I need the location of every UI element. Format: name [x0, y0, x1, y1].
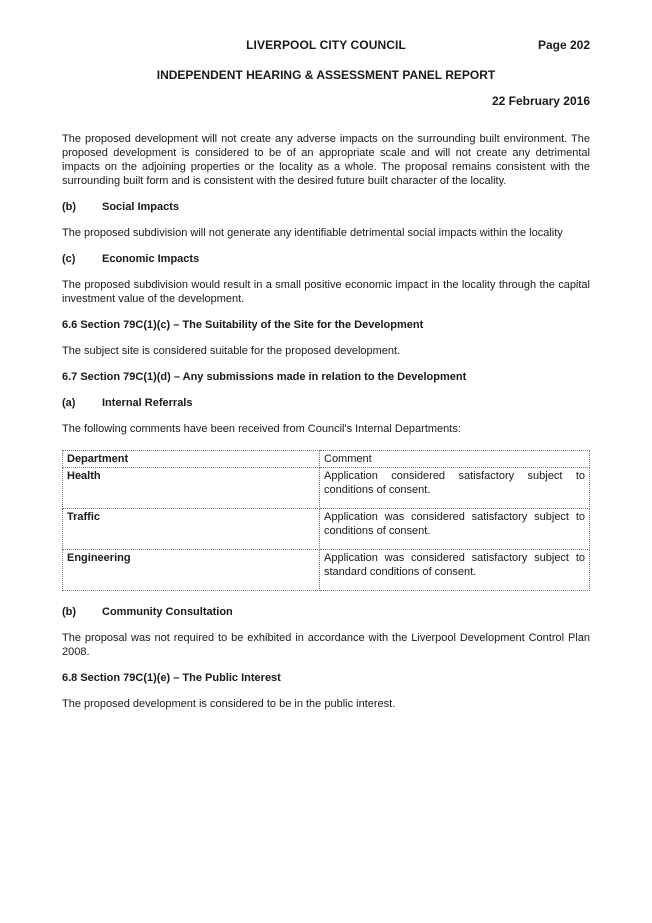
social-impacts-heading — [62, 200, 590, 214]
internal-referrals-letter: (a) — [62, 397, 76, 409]
section-6-8-text: The proposed development is considered to be in the public interest. — [62, 698, 396, 710]
community-consultation-letter: (b) — [62, 606, 77, 618]
council-name: LIVERPOOL CITY COUNCIL — [246, 38, 406, 52]
internal-referrals-text: The following comments have been received from Council's Internal Departments: — [62, 423, 461, 435]
department-cell: Traffic — [63, 509, 320, 550]
internal-referrals-heading — [62, 396, 590, 410]
document-body — [62, 132, 590, 711]
community-consultation-text: The proposal was not required to be exhibited in accordance with the Liverpool Development Control Plan 2008. — [62, 632, 590, 658]
table-row — [63, 550, 590, 591]
referrals-table — [62, 450, 590, 591]
column-header-department: Department — [63, 451, 320, 468]
social-impacts-title: Social Impacts — [102, 201, 180, 213]
intro-paragraph: The proposed development will not create any adverse impacts on the surrounding built environment. The proposed development is considered to be of an appropriate scale and will not create any detrimental impacts on the adjoining properties or the locality as a whole. The proposal remains consistent with the surrounding built form and is consistent with the desired future built character of the locality. — [62, 133, 590, 187]
section-6-6-heading: 6.6 Section 79C(1)(c) – The Suitability of the Site for the Development — [62, 319, 424, 331]
table-header-row — [63, 451, 590, 468]
economic-impacts-letter: (c) — [62, 253, 76, 265]
community-consultation-heading — [62, 605, 590, 619]
economic-impacts-heading — [62, 252, 590, 266]
column-header-comment: Comment — [320, 451, 590, 468]
internal-referrals-title: Internal Referrals — [102, 397, 193, 409]
section-6-7-heading: 6.7 Section 79C(1)(d) – Any submissions made in relation to the Development — [62, 371, 467, 383]
economic-impacts-title: Economic Impacts — [102, 253, 200, 265]
report-date: 22 February 2016 — [491, 94, 590, 108]
department-cell: Health — [63, 468, 320, 509]
comment-cell: Application considered satisfactory subject to conditions of consent. — [320, 468, 590, 509]
comment-cell: Application was considered satisfactory subject to conditions of consent. — [320, 509, 590, 550]
economic-impacts-text: The proposed subdivision would result in a small positive economic impact in the locality through the capital investment value of the development. — [62, 279, 590, 305]
page-number: Page 202 — [537, 38, 590, 52]
department-cell: Engineering — [63, 550, 320, 591]
section-6-6-text: The subject site is considered suitable for the proposed development. — [62, 345, 401, 357]
table-row — [63, 468, 590, 509]
report-title: INDEPENDENT HEARING & ASSESSMENT PANEL REPORT — [156, 68, 496, 82]
table-row — [63, 509, 590, 550]
section-6-8-heading: 6.8 Section 79C(1)(e) – The Public Interest — [62, 672, 281, 684]
social-impacts-letter: (b) — [62, 201, 77, 213]
social-impacts-text: The proposed subdivision will not generate any identifiable detrimental social impacts within the locality — [62, 227, 563, 239]
community-consultation-title: Community Consultation — [102, 606, 233, 618]
comment-cell: Application was considered satisfactory subject to standard conditions of consent. — [320, 550, 590, 591]
